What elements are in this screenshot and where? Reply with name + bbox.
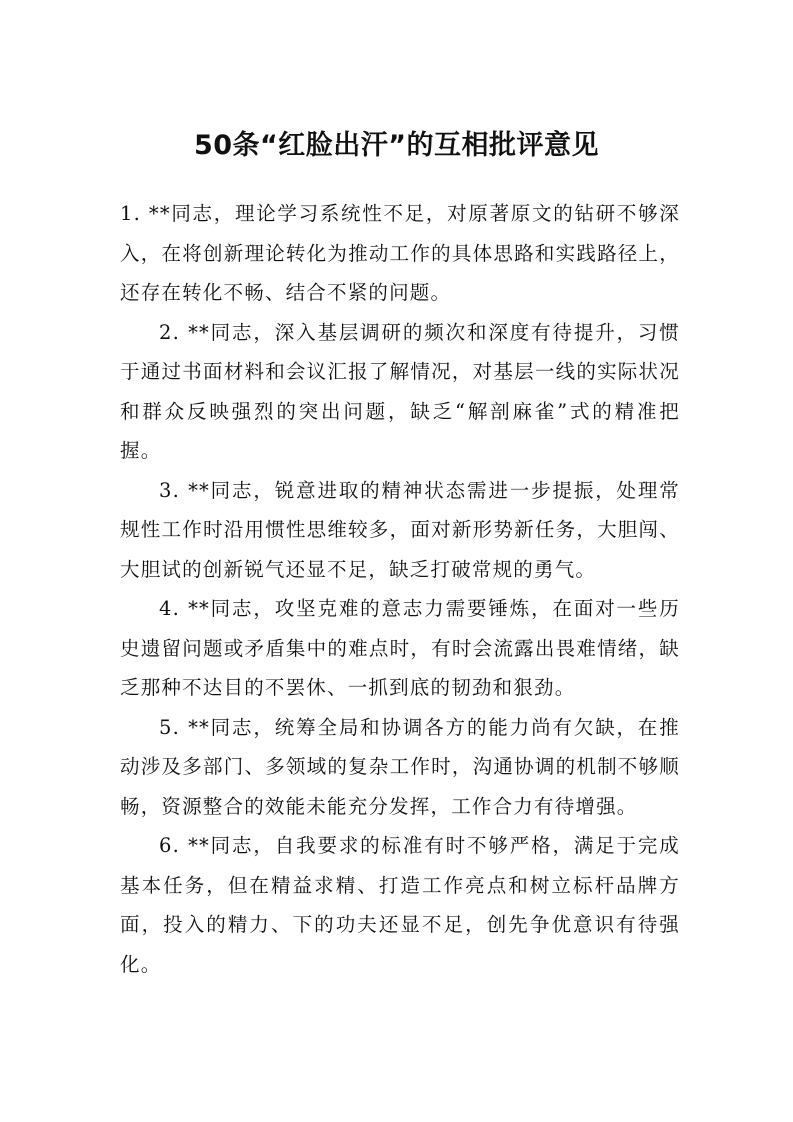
paragraph-6: 6. **同志，自我要求的标准有时不够严格，满足于完成基本任务，但在精益求精、打造工作亮点和树立标杆品牌方面，投入的精力、下的功夫还显不足，创先争优意识有待强化。 (120, 834, 680, 976)
paragraph-3: 3. **同志，锐意进取的精神状态需进一步提振，处理常规性工作时沿用惯性思维较多，面对新形势新任务，大胆闯、大胆试的创新锐气还显不足，缺乏打破常规的勇气。 (120, 478, 680, 581)
document-body (120, 194, 680, 984)
paragraph-1: 1. **同志，理论学习系统性不足，对原著原文的钻研不够深入，在将创新理论转化为推动工作的具体思路和实践路径上，还存在转化不畅、结合不紧的问题。 (120, 202, 680, 304)
paragraph-4: 4. **同志，攻坚克难的意志力需要锤炼，在面对一些历史遗留问题或矛盾集中的难点时，有时会流露出畏难情绪，缺乏那种不达目的不罢休、一抓到底的韧劲和狠劲。 (120, 597, 680, 699)
paragraph-2: 2. **同志，深入基层调研的频次和深度有待提升，习惯于通过书面材料和会议汇报了解情况，对基层一线的实际状况和群众反映强烈的突出问题，缺乏“解剖麻雀”式的精准把握。 (120, 320, 680, 462)
document-title: 50条“红脸出汗”的互相批评意见 (193, 130, 600, 161)
paragraph-5: 5. **同志，统筹全局和协调各方的能力尚有欠缺，在推动涉及多部门、多领域的复杂工作时，沟通协调的机制不够顺畅，资源整合的效能未能充分发挥，工作合力有待增强。 (120, 715, 680, 818)
